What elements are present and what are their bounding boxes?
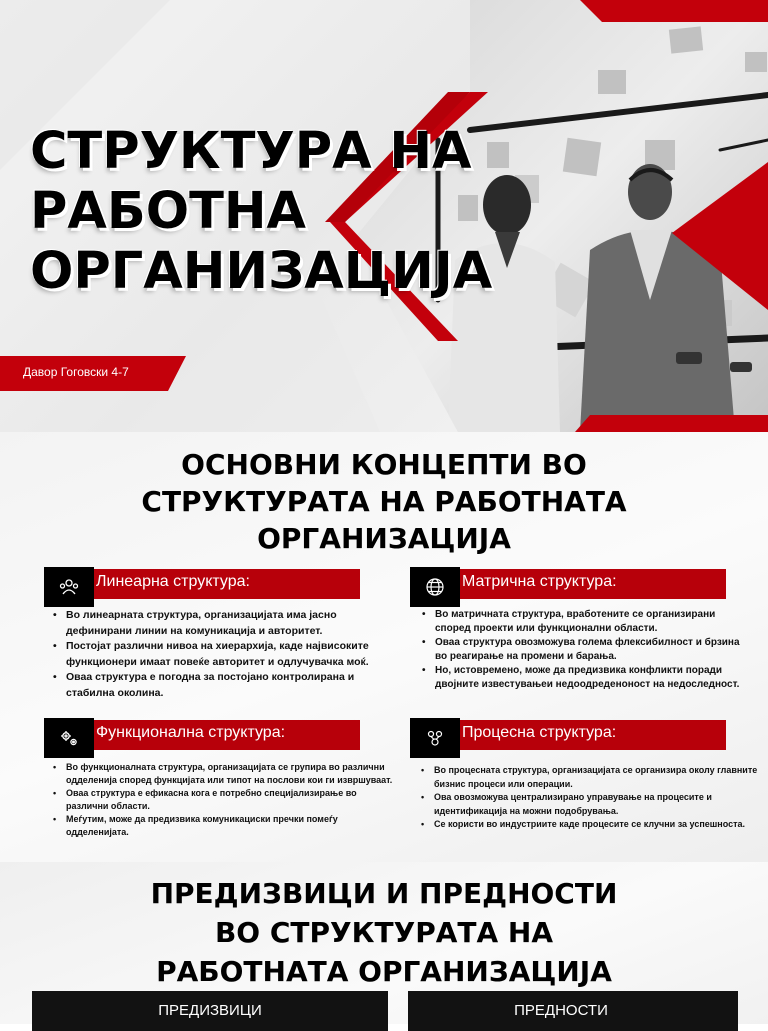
card-process-title: Процесна структура: <box>462 724 617 741</box>
hero-title-line: СТРУКТУРА НА <box>30 122 472 181</box>
list-item: • Постојат различни нивоа на хиерархија, каде највисоките функционери имаат повеќе авторитет и одлучувачка моќ. <box>66 639 388 670</box>
author-name: Давор Гоговски 4-7 <box>23 365 129 379</box>
challenges-title-line: РАБОТНАТА ОРГАНИЗАЦИЈА <box>156 955 612 988</box>
hero-title <box>30 122 492 302</box>
list-item: • Во матричната структура, вработените се организирани според проекти или функционални области. <box>435 608 740 636</box>
concepts-title-line: ОРГАНИЗАЦИЈА <box>257 522 511 555</box>
challenges-label: ПРЕДИЗВИЦИ <box>158 1002 262 1019</box>
list-item: • Оваа структура е погодна за постојано контролирана и стабилна околина. <box>66 670 388 701</box>
challenges-section <box>0 862 768 1024</box>
card-functional-header <box>44 718 360 750</box>
hero-section <box>0 0 768 432</box>
list-item: • Во процесната структура, организацијата се организира околу главните бизнис процеси или операции. <box>434 764 764 791</box>
card-matrix-title: Матрична структура: <box>462 573 617 590</box>
list-item: • Во функционалната структура, организацијата се групира во различни одделенија според функцијата или типот на послови кои ги извршуваат. <box>66 761 400 787</box>
process-gears-icon <box>410 718 460 758</box>
hero-title-line: РАБОТНА <box>30 182 307 241</box>
card-matrix-header <box>410 567 726 599</box>
list-item: • Во линеарната структура, организацијата има јасно дефинирани линии на комуникација и авторитет. <box>66 608 388 639</box>
hero-title-line: ОРГАНИЗАЦИЈА <box>30 242 493 301</box>
list-item: • Меѓутим, може да предизвика комуникациски пречки помеѓу одделенијата. <box>66 813 400 839</box>
concepts-title <box>0 446 768 557</box>
list-item: • Оваа структура е ефикасна кога е потребно специјализирање во различни области. <box>66 787 400 813</box>
concepts-title-line: СТРУКТУРАТА НА РАБОТНАТА <box>141 485 627 518</box>
challenges-title <box>0 874 768 991</box>
people-network-icon <box>44 567 94 607</box>
gears-icon <box>44 718 94 758</box>
card-matrix-list <box>419 608 740 692</box>
card-process-header <box>410 718 726 750</box>
card-linear-list <box>50 608 388 701</box>
list-item: • Ова овозможува централизирано управување на процесите и идентификација на можни подобрувања. <box>434 791 764 818</box>
globe-network-icon <box>410 567 460 607</box>
card-linear-title: Линеарна структура: <box>96 573 250 590</box>
challenges-title-line: ВО СТРУКТУРАТА НА <box>214 916 554 949</box>
concepts-section <box>0 432 768 862</box>
list-item: • Се користи во индустриите каде процесите се клучни за успешноста. <box>434 818 764 832</box>
card-linear-header <box>44 567 360 599</box>
card-functional-title: Функционална структура: <box>96 724 286 741</box>
concepts-title-line: ОСНОВНИ КОНЦЕПТИ ВО <box>181 448 587 481</box>
card-process-list <box>418 764 764 832</box>
challenges-title-line: ПРЕДИЗВИЦИ И ПРЕДНОСТИ <box>150 877 618 910</box>
list-item: • Но, истовремено, може да предизвика конфликти поради двојните известувањеи недоодреденоност на недоследност. <box>435 664 740 692</box>
card-functional-list <box>50 761 400 839</box>
list-item: • Оваа структура овозможува голема флексибилност и брзина во реагирање на промени и барања. <box>435 636 740 664</box>
advantages-label: ПРЕДНОСТИ <box>514 1002 608 1019</box>
